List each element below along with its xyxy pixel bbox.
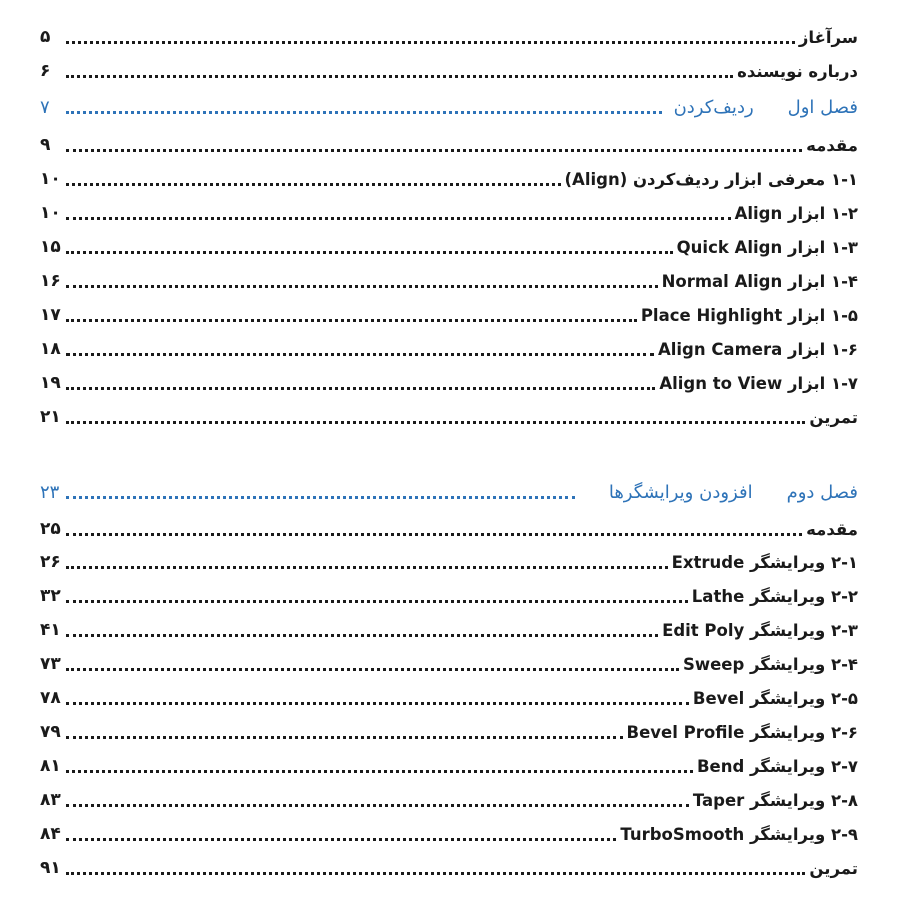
page-number: ۱۵ bbox=[40, 237, 61, 257]
toc-entry bbox=[40, 717, 858, 747]
chapter-name: افزودن ویرایشگرها bbox=[608, 481, 753, 503]
dot-leader bbox=[66, 203, 731, 220]
dot-leader bbox=[66, 756, 693, 773]
toc-entry bbox=[40, 751, 858, 781]
chapter-heading bbox=[40, 477, 858, 507]
toc-entry bbox=[40, 22, 858, 52]
entry-title: مقدمه bbox=[806, 135, 858, 155]
toc-entry bbox=[40, 785, 858, 815]
chapter-name: ردیف‌کردن bbox=[673, 96, 754, 118]
page-number: ۸۳ bbox=[40, 790, 61, 810]
dot-leader bbox=[66, 482, 575, 499]
toc-entry bbox=[40, 266, 858, 296]
entry-title: ۱-۴ ابزار Normal Align bbox=[661, 271, 858, 291]
page-number: ۱۸ bbox=[40, 339, 61, 359]
toc-entry bbox=[40, 547, 858, 577]
entry-title: سرآغاز bbox=[798, 27, 858, 47]
dot-leader bbox=[66, 790, 689, 807]
entry-title: ۲-۳ ویرایشگر Edit Poly bbox=[662, 620, 858, 640]
dot-leader bbox=[66, 27, 795, 44]
chapter-page-number: ۲۳ bbox=[40, 481, 60, 503]
chapter-label: فصل دوم bbox=[786, 481, 858, 503]
toc-entry bbox=[40, 615, 858, 645]
dot-leader bbox=[66, 722, 623, 739]
dot-leader bbox=[66, 373, 655, 390]
dot-leader bbox=[66, 97, 662, 114]
page-number: ۷۳ bbox=[40, 654, 61, 674]
entry-title: ۲-۲ ویرایشگر Lathe bbox=[691, 586, 858, 606]
page-number: ۹ bbox=[40, 135, 51, 155]
toc-entry bbox=[40, 300, 858, 330]
page-number: ۱۶ bbox=[40, 271, 61, 291]
chapter-page-number: ۷ bbox=[40, 96, 50, 118]
dot-leader bbox=[66, 688, 689, 705]
dot-leader bbox=[66, 339, 654, 356]
entry-title: تمرین bbox=[809, 858, 858, 878]
page-number: ۷۸ bbox=[40, 688, 61, 708]
entry-title: ۱-۲ ابزار Align bbox=[734, 203, 858, 223]
toc-entry bbox=[40, 368, 858, 398]
dot-leader bbox=[66, 824, 616, 841]
entry-title: ۲-۴ ویرایشگر Sweep bbox=[682, 654, 858, 674]
toc-entry bbox=[40, 198, 858, 228]
toc-entry bbox=[40, 853, 858, 883]
entry-title: ۱-۳ ابزار Quick Align bbox=[676, 237, 858, 257]
entry-title: درباره نویسنده bbox=[737, 61, 858, 81]
dot-leader bbox=[66, 61, 733, 78]
toc-entry bbox=[40, 130, 858, 160]
entry-title: ۱-۷ ابزار Align to View bbox=[659, 373, 858, 393]
dot-leader bbox=[66, 858, 805, 875]
page-number: ۲۱ bbox=[40, 407, 61, 427]
entry-title: مقدمه bbox=[806, 519, 858, 539]
dot-leader bbox=[66, 271, 658, 288]
toc-entry bbox=[40, 56, 858, 86]
entry-title: ۱-۶ ابزار Align Camera bbox=[657, 339, 858, 359]
page-number: ۹۱ bbox=[40, 858, 61, 878]
dot-leader bbox=[66, 407, 805, 424]
entry-title: ۲-۷ ویرایشگر Bend bbox=[696, 756, 858, 776]
page-number: ۸۴ bbox=[40, 824, 61, 844]
entry-title: تمرین bbox=[809, 407, 858, 427]
page-number: ۳۲ bbox=[40, 586, 61, 606]
dot-leader bbox=[66, 237, 673, 254]
dot-leader bbox=[66, 552, 668, 569]
page-number: ۱۹ bbox=[40, 373, 61, 393]
toc-entry bbox=[40, 649, 858, 679]
page-number: ۶ bbox=[40, 61, 51, 81]
toc-entry bbox=[40, 232, 858, 262]
page-number: ۲۵ bbox=[40, 519, 61, 539]
chapter-heading bbox=[40, 92, 858, 122]
toc-entry bbox=[40, 334, 858, 364]
entry-title: ۱-۵ ابزار Place Highlight bbox=[640, 305, 858, 325]
page-number: ۱۰ bbox=[40, 203, 61, 223]
page-number: ۴۱ bbox=[40, 620, 61, 640]
entry-title: ۱-۱ معرفی ابزار ردیف‌کردن (Align) bbox=[564, 169, 858, 189]
toc-entry bbox=[40, 683, 858, 713]
toc-entry bbox=[40, 581, 858, 611]
page-number: ۸۱ bbox=[40, 756, 61, 776]
entry-title: ۲-۹ ویرایشگر TurboSmooth bbox=[620, 824, 858, 844]
entry-title: ۲-۱ ویرایشگر Extrude bbox=[671, 552, 858, 572]
entry-title: ۲-۵ ویرایشگر Bevel bbox=[692, 688, 858, 708]
chapter-label: فصل اول bbox=[787, 96, 858, 118]
dot-leader bbox=[66, 169, 561, 186]
entry-title: ۲-۶ ویرایشگر Bevel Profile bbox=[626, 722, 858, 742]
page-number: ۱۷ bbox=[40, 305, 61, 325]
dot-leader bbox=[66, 305, 637, 322]
toc-entry bbox=[40, 514, 858, 544]
dot-leader bbox=[66, 135, 802, 152]
page-number: ۷۹ bbox=[40, 722, 61, 742]
dot-leader bbox=[66, 519, 802, 536]
dot-leader bbox=[66, 586, 688, 603]
toc-entry bbox=[40, 164, 858, 194]
toc-entry bbox=[40, 402, 858, 432]
page-number: ۲۶ bbox=[40, 552, 61, 572]
entry-title: ۲-۸ ویرایشگر Taper bbox=[692, 790, 858, 810]
page-number: ۱۰ bbox=[40, 169, 61, 189]
dot-leader bbox=[66, 654, 679, 671]
toc-entry bbox=[40, 819, 858, 849]
dot-leader bbox=[66, 620, 658, 637]
page-number: ۵ bbox=[40, 27, 51, 47]
